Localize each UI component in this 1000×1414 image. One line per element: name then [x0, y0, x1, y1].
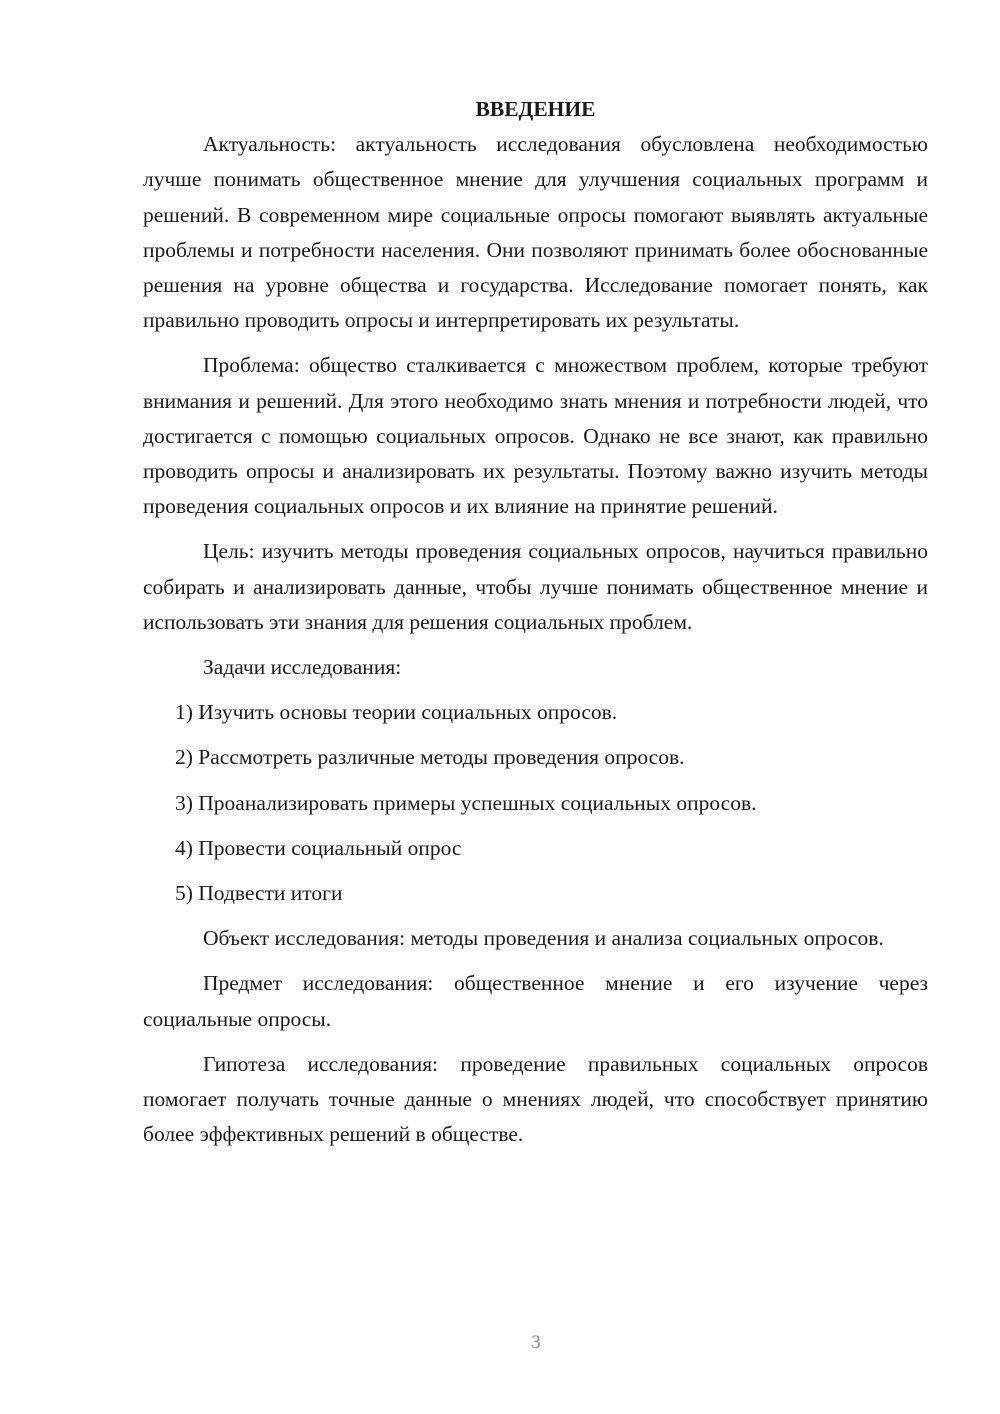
task-item-2: 2) Рассмотреть различные методы проведения опросов. [175, 745, 685, 770]
paragraph-goal: Цель: изучить методы проведения социальных опросов, научиться правильно собирать и анализировать данные, чтобы лучше понимать общественное мнение и использовать эти знания для решения социальных проблем. [143, 539, 928, 634]
tasks-heading: Задачи исследования: [203, 655, 402, 680]
paragraph-hypothesis: Гипотеза исследования: проведение правильных социальных опросов помогает получать точные данные о мнениях людей, что способствует принятию более эффективных решений в обществе. [143, 1051, 928, 1147]
task-list [143, 695, 928, 911]
paragraph-object: Объект исследования: методы проведения и анализа социальных опросов. [203, 926, 884, 951]
page-number: 3 [531, 1332, 541, 1353]
task-item-5: 5) Подвести итоги [175, 881, 343, 906]
task-item-4: 4) Провести социальный опрос [175, 835, 462, 860]
task-item-1: 1) Изучить основы теории социальных опросов. [175, 700, 618, 725]
document-page [143, 92, 928, 1162]
paragraph-problem: Проблема: общество сталкивается с множеством проблем, которые требуют внимания и решений. Для этого необходимо знать мнения и потребности людей, что достигается с помощью социальных опросов. Однако не все знают, как правильно проводить опросы и анализировать их результаты. Поэтому важно изучить методы проведения социальных опросов и их влияние на принятие решений. [143, 353, 928, 519]
task-item-3: 3) Проанализировать примеры успешных социальных опросов. [175, 790, 757, 815]
paragraph-subject: Предмет исследования: общественное мнение и его изучение через социальные опросы. [143, 971, 928, 1031]
section-title: ВВЕДЕНИЕ [475, 97, 596, 121]
paragraph-relevance: Актуальность: актуальность исследования обусловлена необходимостью лучше понимать общественное мнение для улучшения социальных программ и решений. В современном мире социальные опросы помогают выявлять актуальные проблемы и потребности населения. Они позволяют принимать более обоснованные решения на уровне общества и государства. Исследование помогает понять, как правильно проводить опросы и интерпретировать их результаты. [143, 132, 928, 333]
